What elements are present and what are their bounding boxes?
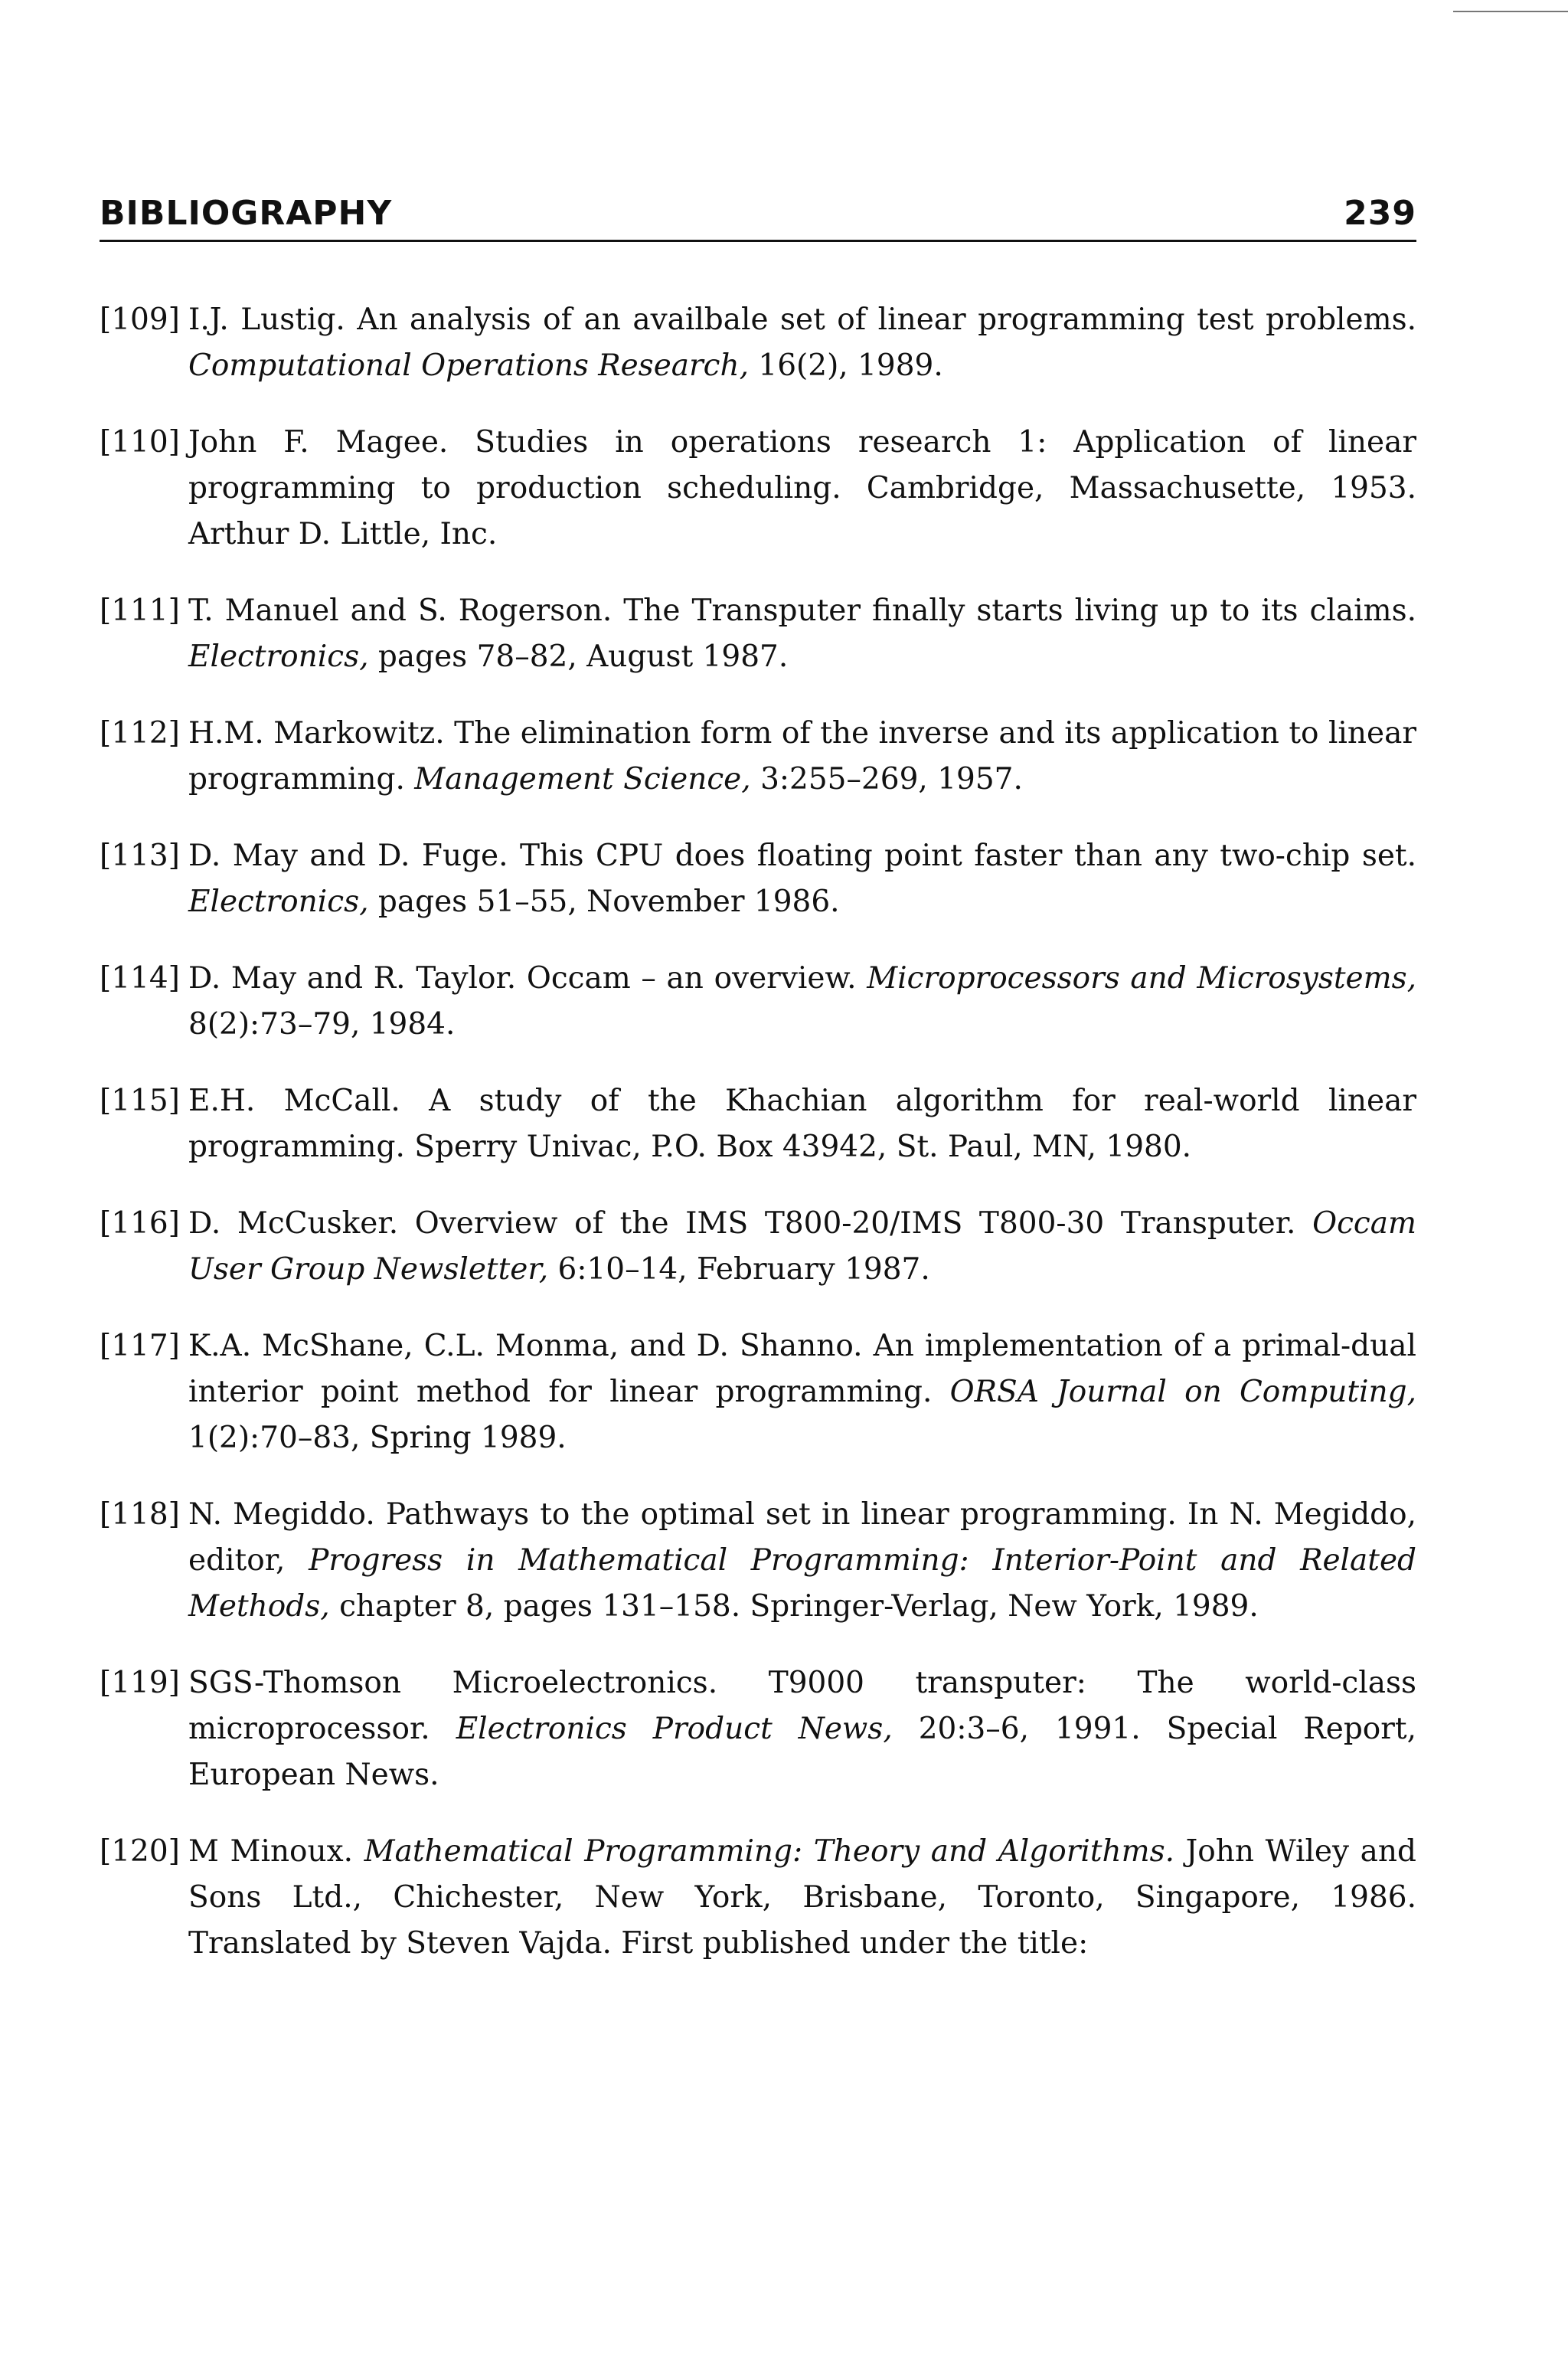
reference-source-italic: Electronics, <box>188 639 369 675</box>
reference-number: [119] <box>100 1666 180 1701</box>
page-title: BIBLIOGRAPHY <box>100 194 393 233</box>
reference-text-run: SGS-Thomson Microelectronics. T9000 transputer: The world-class microprocessor. <box>188 1666 1416 1747</box>
reference-source-italic: Electronics Product News, <box>456 1712 893 1747</box>
reference-text-run: M Minoux. <box>188 1834 364 1869</box>
reference-text <box>188 588 1416 680</box>
reference-source-italic: Occam User Group Newsletter, <box>188 1206 1416 1287</box>
reference-text <box>188 1201 1416 1293</box>
reference-entry <box>100 1323 1416 1461</box>
reference-number: [109] <box>100 303 180 338</box>
reference-text-run: N. Megiddo. Pathways to the optimal set in linear programming. In N. Megiddo, editor, <box>188 1497 1416 1578</box>
header-rule <box>100 240 1416 242</box>
reference-source-italic: Computational Operations Research, <box>188 348 750 384</box>
reference-text-run: T. Manuel and S. Rogerson. The Transputer finally starts living up to its claims. <box>188 594 1416 629</box>
reference-text <box>188 1660 1416 1798</box>
page-number: 239 <box>1344 194 1416 233</box>
reference-number: [116] <box>100 1206 180 1241</box>
reference-text <box>188 420 1416 558</box>
reference-source-italic: ORSA Journal on Computing, <box>949 1375 1416 1410</box>
reference-text <box>188 956 1416 1048</box>
reference-text-run: John Wiley and Sons Ltd., Chichester, New York, Brisbane, Toronto, Singapore, 1986. Translated by Steven Vajda. First published under the title: <box>188 1834 1416 1961</box>
reference-text <box>188 1492 1416 1630</box>
reference-entry <box>100 956 1416 1048</box>
reference-text-run: H.M. Markowitz. The elimination form of the inverse and its application to linear programming. <box>188 716 1416 797</box>
reference-text <box>188 1323 1416 1461</box>
reference-text-run: John F. Magee. Studies in operations research 1: Application of linear programming to production scheduling. Cambridge, Massachusette, 1953. Arthur D. Little, Inc. <box>188 425 1416 552</box>
reference-entry <box>100 420 1416 558</box>
reference-text-run: D. May and D. Fuge. This CPU does floating point faster than any two-chip set. <box>188 839 1416 874</box>
reference-entry <box>100 1660 1416 1798</box>
reference-text-run: pages 78–82, August 1987. <box>368 639 789 675</box>
reference-text <box>188 297 1416 389</box>
reference-source-italic: Mathematical Programming: Theory and Algorithms. <box>364 1834 1175 1869</box>
reference-number: [118] <box>100 1497 180 1532</box>
reference-entry <box>100 588 1416 680</box>
reference-text-run: K.A. McShane, C.L. Monma, and D. Shanno. An implementation of a primal-dual interior point method for linear programming. <box>188 1329 1416 1410</box>
corner-rule <box>1453 11 1568 12</box>
reference-number: [114] <box>100 961 180 996</box>
reference-entry <box>100 297 1416 389</box>
reference-number: [115] <box>100 1084 180 1119</box>
reference-number: [112] <box>100 716 180 751</box>
reference-list <box>100 297 1416 1967</box>
reference-text <box>188 1829 1416 1967</box>
reference-text-run: 20:3–6, 1991. Special Report, European News. <box>188 1712 1417 1793</box>
running-head <box>100 195 1416 232</box>
reference-number: [110] <box>100 425 180 460</box>
page <box>100 195 1416 1997</box>
reference-source-italic: Management Science, <box>414 762 751 797</box>
reference-number: [120] <box>100 1834 180 1869</box>
reference-text-run: D. May and R. Taylor. Occam – an overview. <box>188 961 867 996</box>
reference-text-run: I.J. Lustig. An analysis of an availbale set of linear programming test problems. <box>188 303 1416 338</box>
reference-text-run: 8(2):73–79, 1984. <box>188 1007 456 1042</box>
reference-entry <box>100 1492 1416 1630</box>
reference-number: [113] <box>100 839 180 874</box>
reference-entry <box>100 1829 1416 1967</box>
reference-text-run: 6:10–14, February 1987. <box>548 1252 930 1287</box>
reference-text-run: pages 51–55, November 1986. <box>368 885 840 920</box>
reference-text-run: chapter 8, pages 131–158. Springer-Verlag, New York, 1989. <box>329 1589 1259 1624</box>
reference-text <box>188 711 1416 803</box>
reference-source-italic: Microprocessors and Microsystems, <box>867 961 1416 996</box>
reference-entry <box>100 833 1416 925</box>
reference-number: [111] <box>100 594 180 629</box>
reference-entry <box>100 1078 1416 1170</box>
reference-source-italic: Progress in Mathematical Programming: Interior-Point and Related Methods, <box>188 1543 1416 1624</box>
reference-text <box>188 1078 1416 1170</box>
reference-text-run: D. McCusker. Overview of the IMS T800-20/IMS T800-30 Transputer. <box>188 1206 1313 1241</box>
reference-text-run: E.H. McCall. A study of the Khachian algorithm for real-world linear programming. Sperry Univac, P.O. Box 43942, St. Paul, MN, 1980. <box>188 1084 1416 1165</box>
reference-text-run: 1(2):70–83, Spring 1989. <box>188 1421 567 1456</box>
reference-text <box>188 833 1416 925</box>
reference-text-run: 16(2), 1989. <box>749 348 943 384</box>
reference-source-italic: Electronics, <box>188 885 369 920</box>
reference-number: [117] <box>100 1329 180 1364</box>
reference-entry <box>100 711 1416 803</box>
reference-text-run: 3:255–269, 1957. <box>750 762 1023 797</box>
reference-entry <box>100 1201 1416 1293</box>
